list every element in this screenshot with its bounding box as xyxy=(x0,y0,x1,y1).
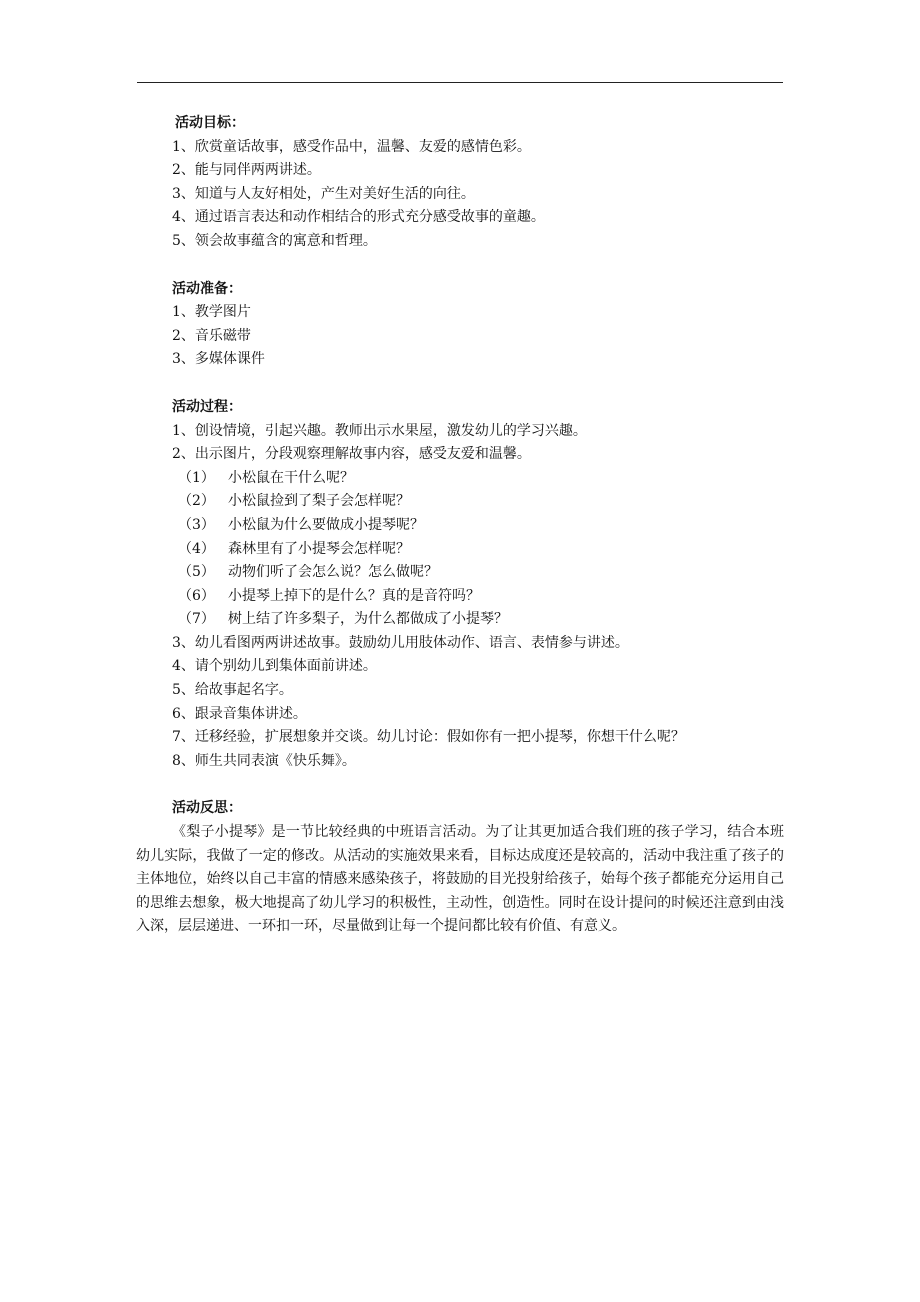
header-rule xyxy=(137,82,783,83)
goal-item: 3、知道与人友好相处，产生对美好生活的向往。 xyxy=(172,185,475,202)
question-item xyxy=(172,538,787,562)
question-number: （4） xyxy=(178,540,215,557)
process-step: 3、幼儿看图两两讲述故事。鼓励幼儿用肢体动作、语言、表情参与讲述。 xyxy=(172,634,629,651)
process-step: 5、给故事起名字。 xyxy=(172,682,293,699)
process-step: 2、出示图片，分段观察理解故事内容，感受友爱和温馨。 xyxy=(172,446,531,463)
goal-item: 5、领会故事蕴含的寓意和哲理。 xyxy=(172,232,377,249)
process-step: 1、创设情境，引起兴趣。教师出示水果屋，激发幼儿的学习兴趣。 xyxy=(172,422,587,439)
question-number: （7） xyxy=(178,611,215,628)
question-item xyxy=(172,467,787,491)
process-step: 4、请个别幼儿到集体面前讲述。 xyxy=(172,658,377,675)
reflection-paragraph: 《梨子小提琴》是一节比较经典的中班语言活动。为了让其更加适合我们班的孩子学习，结合本班幼儿实际，我做了一定的修改。从活动的实施效果来看，目标达成度还是较高的，活动中我注重了孩子的主体地位，始终以自己丰富的情感来感染孩子，将鼓励的目光投射给孩子，始每个孩子都能充分运用自己的思维去想象，极大地提高了幼儿学习的积极性，主动性，创造性。同时在设计提问的时候还注意到由浅入深，层层递进、一环扣一环，尽量做到让每一个提问都比较有价值、有意义。 xyxy=(136,824,784,935)
question-text: 动物们听了会怎么说？怎么做呢？ xyxy=(228,564,438,581)
reflection-heading: 活动反思： xyxy=(172,800,242,817)
question-number: （1） xyxy=(178,469,215,486)
question-item xyxy=(172,585,787,609)
question-text: 树上结了许多梨子，为什么都做成了小提琴？ xyxy=(228,611,508,628)
question-item xyxy=(172,490,787,514)
question-item xyxy=(172,514,787,538)
question-text: 森林里有了小提琴会怎样呢？ xyxy=(228,540,410,557)
question-number: （2） xyxy=(178,493,215,510)
process-heading: 活动过程： xyxy=(172,398,242,415)
document-body xyxy=(136,112,787,939)
goal-item: 2、能与同伴两两讲述。 xyxy=(172,162,321,179)
goal-item: 1、欣赏童话故事，感受作品中，温馨、友爱的感情色彩。 xyxy=(172,138,531,155)
question-item xyxy=(172,561,787,585)
process-step: 7、迁移经验，扩展想象并交谈。幼儿讨论：假如你有一把小提琴，你想干什么呢？ xyxy=(172,729,685,746)
goal-item: 4、通过语言表达和动作相结合的形式充分感受故事的童趣。 xyxy=(172,209,545,226)
question-text: 小松鼠在干什么呢？ xyxy=(228,469,354,486)
prep-item: 2、音乐磁带 xyxy=(172,327,251,344)
question-text: 小松鼠为什么要做成小提琴呢？ xyxy=(228,516,424,533)
prep-item: 3、多媒体课件 xyxy=(172,351,265,368)
goals-heading: 活动目标： xyxy=(175,115,245,131)
prep-heading: 活动准备： xyxy=(172,280,242,297)
prep-item: 1、教学图片 xyxy=(172,304,251,321)
process-step: 6、跟录音集体讲述。 xyxy=(172,705,307,722)
question-number: （3） xyxy=(178,516,215,533)
question-text: 小松鼠捡到了梨子会怎样呢？ xyxy=(228,493,410,510)
question-number: （5） xyxy=(178,564,215,581)
question-text: 小提琴上掉下的是什么？真的是音符吗？ xyxy=(228,587,480,604)
question-number: （6） xyxy=(178,587,215,604)
question-item xyxy=(172,608,787,632)
process-step: 8、师生共同表演《快乐舞》。 xyxy=(172,752,356,769)
